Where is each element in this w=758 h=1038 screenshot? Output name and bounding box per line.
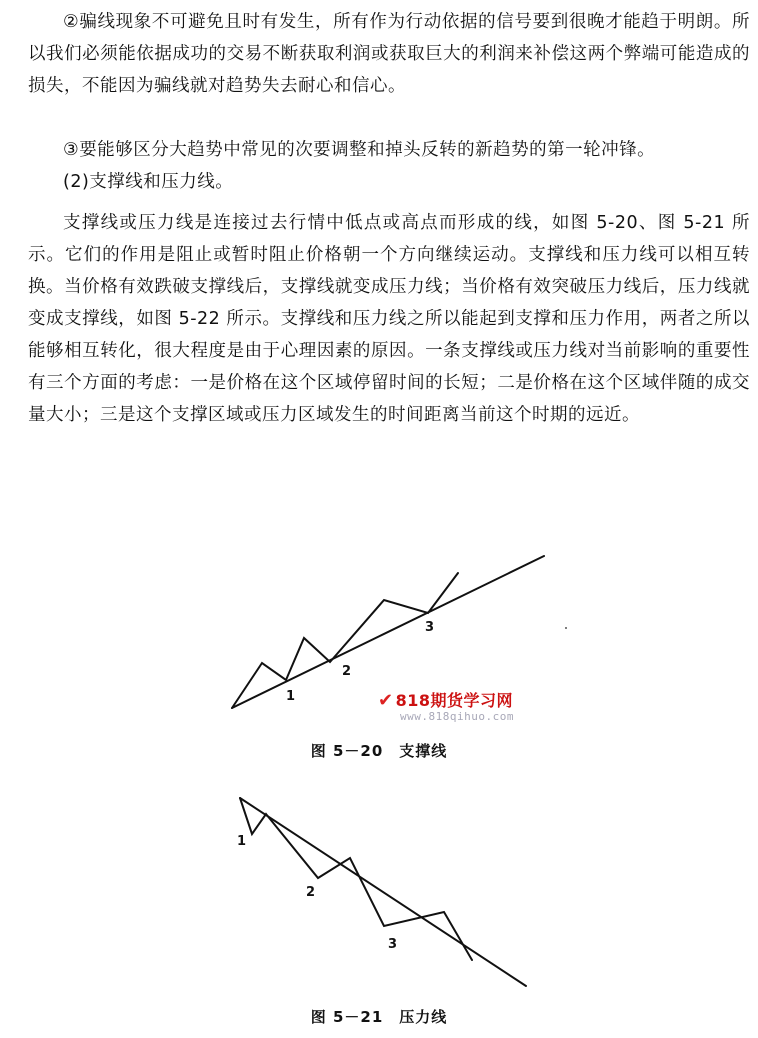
paragraph-distinguish-trend: ③要能够区分大趋势中常见的次要调整和掉头反转的新趋势的第一轮冲锋。 [63,140,656,160]
resistance-label-3: 3 [388,937,398,952]
support-label-3: 3 [425,620,435,635]
paragraph-false-signals: ②骗线现象不可避免且时有发生，所有作为行动依据的信号要到很晚才能趋于明朗。所以我们必须能依据成功的交易不断获取利润或获取巨大的利润来补偿这两个弊端可能造成的损失，不能因为骗线就对趋势失去耐心和信心。 [28,12,750,96]
section-heading-support-resistance: (2)支撑线和压力线。 [63,172,234,192]
swoosh-logo-icon: ✔ [378,690,394,711]
resistance-line [240,798,526,986]
support-label-1: 1 [286,689,296,704]
support-line [232,556,544,708]
price-path [240,798,472,960]
watermark-logo-text: 818期货学习网 [395,691,513,710]
resistance-label-1: 1 [237,834,247,849]
site-watermark [378,688,558,728]
support-label-2: 2 [342,664,352,679]
figure-caption-5-20: 图 5－20 支撑线 [310,742,448,760]
stray-dot [565,627,567,629]
watermark-url: www.818qihuo.com [400,710,514,723]
resistance-label-2: 2 [306,885,316,900]
figure-resistance-line [0,790,758,1000]
figure-caption-5-21: 图 5－21 压力线 [310,1008,448,1026]
paragraph-support-resistance: 支撑线或压力线是连接过去行情中低点或高点而形成的线，如图 5-20、图 5-21 所示。它们的作用是阻止或暂时阻止价格朝一个方向继续运动。支撑线和压力线可以相互转换。当价格有效跌破支撑线后，支撑线就变成压力线；当价格有效突破压力线后，压力线就变成支撑线，如图 5-22 所示。支撑线和压力线之所以能起到支撑和压力作用，两者之所以能够相互转化，很大程度是由于心理因素的原因。一条支撑线或压力线对当前影响的重要性有三个方面的考虑：一是价格在这个区域停留时间的长短；二是价格在这个区域伴随的成交量大小；三是这个支撑区域或压力区域发生的时间距离当前这个时期的远近。 [28,213,750,425]
